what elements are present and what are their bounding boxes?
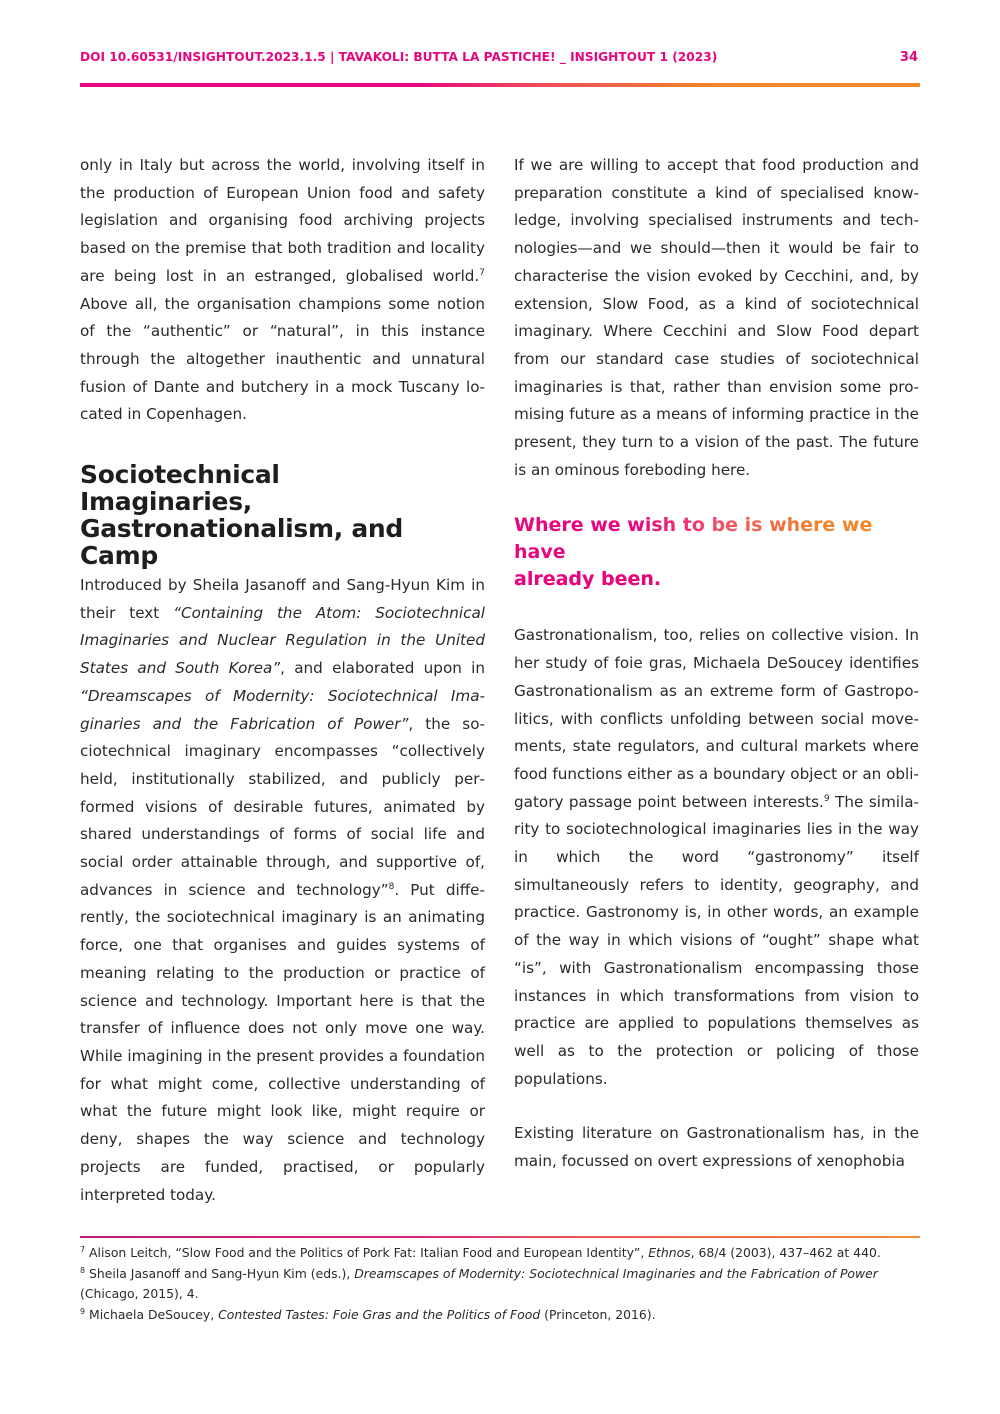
footnotes xyxy=(80,1243,930,1325)
footnote-9: $^9$ Michaela DeSoucey, Contested Tastes: Foie Gras and the Politics of Food (Princeton, 2016). xyxy=(80,1306,656,1322)
page-number: 34 xyxy=(899,50,918,65)
doi-line: DOI 10.60531/INSIGHTOUT.2023.1.5 | TAVAKOLI: BUTTA LA PASTICHE! _ INSIGHTOUT 1 (2023) xyxy=(80,50,718,64)
paragraph: only in Italy but across the world, involving itself in the production of European Union food and safety legislation and organising food archiving projects based on the premise that both tradition and locality are being lost in an estranged, globalised world.$^7$ Above all, the organisation champions some notion of the “authentic” or “natural”, in this instance through the altogether inauthentic and unnatural fusion of Dante and butchery in a mock Tuscany located in Copenhagen. xyxy=(80,156,485,424)
running-header xyxy=(80,50,920,70)
right-column xyxy=(514,152,919,1176)
footnote-ref-8[interactable]: 8 xyxy=(388,881,395,892)
left-column xyxy=(80,152,485,1209)
paragraph: If we are willing to accept that food production and preparation constitute a kind of specialised knowledge, involving specialised instruments and technologies—and we should—then it would be fair to characterise the vision evoked by Cecchini, and, by extension, Slow Food, as a kind of sociotechnical imaginary. Where Cecchini and Slow Food depart from our standard case studies of sociotechnical imaginaries is that, rather than envision some promising future as a means of informing practice in the present, they turn to a vision of the past. The future is an ominous foreboding here. xyxy=(514,156,919,479)
paragraph: Introduced by Sheila Jasanoff and Sang-Hyun Kim in their text “Containing the Atom: Sociotechnical Imaginaries and Nuclear Regulation in the United States and South Korea”, and elaborated upon in “Dreamscapes of Modernity: Sociotechnical Imaginaries and the Fabrication of Power”, the sociotechnical imaginary encompasses “collectively held, institutionally stabilized, and publicly performed visions of desirable futures, animated by shared understandings of forms of social life and social order attainable through, and supportive of, advances in science and technology”$^8$. Put differently, the sociotechnical imaginary is an animating force, one that organises and guides systems of meaning relating to the production or practice of science and technology. Important here is that the transfer of influence does not only move one way. While imagining in the present provides a foundation for what might come, collective understanding of what the future might look like, might require or deny, shapes the way science and technology projects are funded, practised, or popularly interpreted today. xyxy=(80,576,485,1204)
header-divider xyxy=(80,83,920,87)
footnote-divider xyxy=(80,1236,920,1238)
section-title: Sociotechnical Imaginaries, Gastronationalism, and Camp xyxy=(80,460,403,571)
paragraph: Existing literature on Gastronationalism has, in the main, focussed on overt expressions of xenophobia xyxy=(514,1124,919,1171)
pull-heading: Where we wish to be is where we have already been. xyxy=(514,512,919,593)
footnote-ref-9[interactable]: 9 xyxy=(823,793,830,804)
paragraph: Gastronationalism, too, relies on collective vision. In her study of foie gras, Michaela DeSoucey identifies Gastronationalism as an extreme form of Gastropolitics, with conflicts unfolding between social movements, state regulators, and cultural markets where food functions either as a boundary object or an obligatory passage point between interests.$^9$ The similarity to sociotechnological imaginaries lies in the way in which the word “gastronomy” itself simultaneously refers to identity, geography, and practice. Gastronomy is, in other words, an example of the way in which visions of “ought” shape what “is”, with Gastronationalism encompassing those instances in which transformations from vision to practice are applied to populations themselves as well as to the protection or policing of those populations. xyxy=(514,626,919,1088)
footnote-7: $^7$ Alison Leitch, “Slow Food and the Politics of Pork Fat: Italian Food and European Identity”, Ethnos, 68/4 (2003), 437–462 at 440. xyxy=(80,1244,881,1260)
footnote-ref-7[interactable]: 7 xyxy=(479,267,485,278)
footnote-8: $^8$ Sheila Jasanoff and Sang-Hyun Kim (eds.), Dreamscapes of Modernity: Sociotechnical Imaginaries and the Fabrication of Power (Chicago, 2015), 4. xyxy=(80,1265,878,1301)
